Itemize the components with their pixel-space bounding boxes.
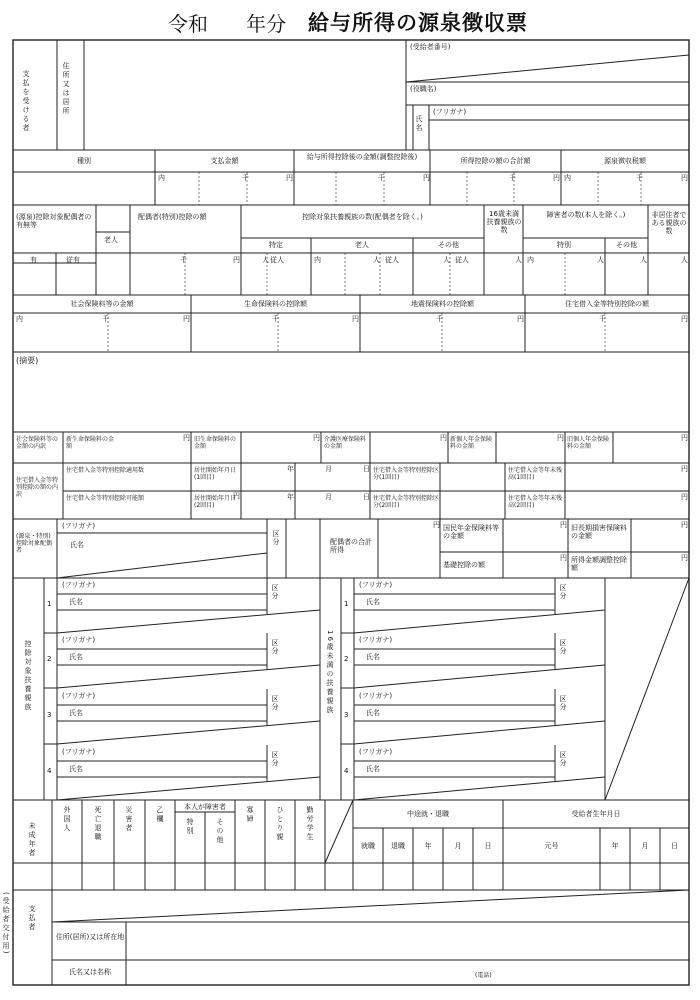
type-header: 種別 (77, 157, 91, 165)
national-pension-label: 国民年金保険料等の金額 (443, 524, 499, 541)
furigana-label: (フリガナ) (62, 522, 96, 530)
minor-header: 未成年者 (28, 822, 37, 858)
dependent-name-label: 氏名 (366, 765, 380, 773)
midyear-col-label: 退職 (391, 842, 405, 850)
spouse-name-label: 氏名 (70, 541, 84, 549)
unit-yen: 円 (560, 554, 567, 562)
dependent-name-label: 氏名 (69, 653, 83, 661)
unit-yen: 円 (681, 554, 688, 562)
new-pension-label: 新個人年金保険料の金額 (450, 436, 493, 450)
day-unit: 日 (363, 465, 370, 473)
unit-thousand: 千 (436, 315, 443, 323)
payment-amount-header: 支払金額 (210, 157, 239, 165)
dependent-kubun-label: 区分 (559, 751, 568, 767)
midyear-col-label: 月 (454, 842, 462, 850)
unit-yen: 円 (681, 315, 688, 323)
unit-yen: 円 (233, 492, 240, 500)
unit-yen: 円 (183, 434, 190, 442)
address-label: 住所又は居所 (62, 62, 71, 116)
month-unit: 月 (325, 493, 332, 501)
dependent-furigana-label: (フリガナ) (359, 692, 393, 700)
birth-col-label: 日 (671, 842, 678, 850)
unit-yen: 円 (352, 315, 359, 323)
dependent-furigana-label: (フリガナ) (62, 692, 96, 700)
single-parent-header: ひとり親 (276, 806, 285, 842)
unit-yen: 円 (560, 521, 567, 529)
specific-label: 特定 (269, 241, 283, 249)
position-label: (役職名) (410, 85, 437, 93)
self-disabled-header: 本人が障害者 (184, 803, 226, 811)
move-in-date-2-label: 居住開始年月日(2回目) (194, 495, 237, 509)
unit-yen: 円 (423, 174, 430, 182)
deduction-total-header: 所得控除の額の合計額 (460, 157, 531, 165)
dependent-name-label: 氏名 (69, 765, 83, 773)
dependents-label: 控除対象扶養親族 (24, 640, 33, 712)
unit-yen: 円 (517, 315, 524, 323)
person-unit: 人 (262, 256, 269, 264)
unit-yen: 円 (681, 174, 688, 182)
dependent-name-label: 氏名 (69, 598, 83, 606)
recipient-section-label: 支払を受ける者 (22, 70, 31, 133)
inner-mark: 内 (527, 256, 534, 264)
old-pension-label: 旧個人年金保険料の金額 (567, 436, 610, 450)
dependent-row-number: 3 (47, 711, 52, 719)
kubun-label: 区分 (272, 530, 281, 546)
phone-label: (電話) (475, 972, 492, 979)
unit-thousand: 千 (509, 174, 516, 182)
unit-thousand: 千 (599, 315, 606, 323)
spouse-deduction-label: 配偶者(特別)控除の額 (138, 213, 207, 221)
payer-address-label: 住所(居所)又は所在地 (55, 933, 125, 941)
old-life-label: 旧生命保険料の金額 (194, 436, 237, 450)
dependent-row-number: 1 (47, 600, 52, 608)
yes-label: 有 (30, 256, 37, 264)
disabled-other-label: その他 (216, 818, 225, 845)
midyear-col-label: 日 (484, 842, 492, 850)
recipient-copy-label: (受給者交付用) (2, 892, 11, 956)
income-adjust-label: 所得金額調整控除額 (571, 556, 627, 573)
social-detail-label: 社会保険料等の金額の内訳 (16, 436, 59, 450)
dependent-furigana-label: (フリガナ) (62, 748, 96, 756)
payer-label: 支払者 (28, 905, 37, 932)
dependent-kubun-label: 区分 (271, 751, 280, 767)
dependents-count-label: 控除対象扶養親族の数(配偶者を除く。) (302, 213, 423, 221)
unit-thousand: 千 (636, 174, 643, 182)
otsu-header: 乙欄 (156, 806, 165, 824)
disaster-header: 災害者 (125, 806, 134, 833)
person-unit: 人 (515, 256, 522, 264)
unit-thousand: 千 (102, 315, 109, 323)
unit-yen: 円 (681, 465, 688, 473)
dependent-row-number: 1 (344, 600, 349, 608)
income-after-deduction-header: 給与所得控除後の金額(調整控除後) (306, 153, 418, 161)
dependent-furigana-label: (フリガナ) (359, 636, 393, 644)
move-in-date-1-label: 居住開始年月日(1回目) (194, 467, 237, 481)
balance-2-label: 住宅借入金等年末残高(2回目) (508, 495, 563, 509)
under16-label: 16歳未満の扶養親族 (326, 630, 335, 715)
recipient-id-label: (受給者番号) (410, 43, 451, 51)
unit-thousand: 千 (242, 174, 249, 182)
dependent-furigana-label: (フリガナ) (359, 581, 393, 589)
year-unit: 年 (287, 465, 294, 473)
title-year-label: 令和 年分 (168, 12, 287, 36)
unit-yen: 円 (286, 174, 293, 182)
inner-mark: 内 (16, 315, 23, 323)
midyear-header: 中途就・退職 (407, 810, 449, 818)
unit-yen: 円 (681, 434, 688, 442)
person-unit: 人 (681, 256, 688, 264)
housing-type-1-label: 住宅借入金等特別控除区分(1回目) (373, 467, 440, 481)
withholding-tax-header: 源泉徴収税額 (604, 157, 646, 165)
dependent-kubun-label: 区分 (559, 584, 568, 600)
unit-yen: 円 (681, 493, 688, 501)
person-unit: 人 (443, 256, 450, 264)
housing-type-2-label: 住宅借入金等特別控除区分(2回目) (373, 495, 440, 509)
furigana-label: (フリガナ) (433, 108, 467, 116)
dependent-kubun-label: 区分 (271, 639, 280, 655)
other-label: その他 (616, 241, 637, 249)
dependent-furigana-label: (フリガナ) (62, 581, 96, 589)
new-life-label: 新生命保険料の金額 (66, 436, 115, 450)
unit-thousand: 千 (378, 174, 385, 182)
dependent-name-label: 氏名 (366, 598, 380, 606)
person-unit: 人 (373, 256, 380, 264)
birth-header: 受給者生年月日 (571, 810, 621, 818)
spouse-status-label: (源泉)控除対象配偶者の有無等 (16, 213, 92, 230)
person-unit: 人 (597, 256, 604, 264)
disabled-special-label: 特別 (186, 818, 195, 836)
balance-1-label: 住宅借入金等年末残高(1回目) (508, 467, 563, 481)
unit-yen: 円 (681, 521, 688, 529)
under16-count-label: 16歳未満扶養親族の数 (486, 210, 522, 235)
jukyo-person-unit: 従人 (385, 256, 399, 264)
inner-mark: 内 (564, 174, 571, 182)
unit-yen: 円 (233, 256, 240, 264)
unit-yen: 円 (440, 434, 447, 442)
dependent-name-label: 氏名 (366, 653, 380, 661)
midyear-col-label: 年 (424, 842, 432, 850)
day-unit: 日 (363, 493, 370, 501)
jukyo-label: 従有 (66, 256, 80, 264)
dependent-kubun-label: 区分 (271, 695, 280, 711)
special-label: 特別 (557, 241, 571, 249)
basic-deduction-label: 基礎控除の額 (443, 561, 485, 569)
dependent-name-label: 氏名 (366, 709, 380, 717)
widow-header: 寡婦 (246, 806, 255, 824)
month-unit: 月 (325, 465, 332, 473)
unit-thousand: 千 (180, 256, 187, 264)
birth-col-label: 月 (641, 842, 649, 850)
earthquake-insurance-header: 地震保険料の控除額 (411, 300, 474, 308)
jukyo-person-unit: 従人 (270, 256, 284, 264)
elderly-label: 老人 (355, 241, 369, 249)
dependent-row-number: 2 (344, 655, 349, 663)
dependent-kubun-label: 区分 (559, 695, 568, 711)
payer-name-label: 氏名又は名称 (69, 968, 111, 976)
social-insurance-header: 社会保険料等の金額 (70, 300, 134, 308)
dependent-name-label: 氏名 (69, 709, 83, 717)
inner-mark: 内 (314, 256, 321, 264)
dependent-row-number: 2 (47, 655, 52, 663)
spouse-label: (源泉・特別)控除対象配偶者 (16, 533, 53, 554)
unit-yen: 円 (313, 434, 320, 442)
life-insurance-header: 生命保険料の控除額 (244, 300, 307, 308)
midyear-col-label: 就職 (361, 842, 375, 850)
dependent-kubun-label: 区分 (271, 584, 280, 600)
remarks-label: (摘要) (16, 356, 39, 365)
dependent-row-number: 3 (344, 711, 349, 719)
care-label: 介護医療保険料の金額 (324, 436, 367, 450)
old-long-term-label: 旧長期損害保険料の金額 (571, 524, 627, 541)
other-label: その他 (438, 241, 459, 249)
spouse-income-label: 配偶者の合計所得 (330, 538, 372, 555)
form-title: 給与所得の源泉徴収票 (308, 11, 528, 35)
dependent-kubun-label: 区分 (559, 639, 568, 655)
unit-yen: 円 (433, 521, 440, 529)
jukyo-person-unit: 従人 (455, 256, 469, 264)
unit-thousand: 千 (272, 315, 279, 323)
inner-mark: 内 (158, 174, 165, 182)
housing-detail-label: 住宅借入金等特別控除の額の内訳 (16, 477, 59, 498)
unit-yen: 円 (183, 315, 190, 323)
person-unit: 人 (640, 256, 647, 264)
unit-yen: 円 (553, 174, 560, 182)
housing-loan-header: 住宅借入金等特別控除の額 (565, 300, 649, 308)
dependent-furigana-label: (フリガナ) (62, 636, 96, 644)
birth-col-label: 元号 (544, 842, 559, 850)
dependent-furigana-label: (フリガナ) (359, 748, 393, 756)
nonresident-count-label: 非居住者である親族の数 (651, 211, 687, 236)
name-label: 氏名 (415, 115, 424, 133)
housing-count-label: 住宅借入金等特別控除適用数 (66, 467, 145, 474)
year-unit: 年 (287, 493, 294, 501)
housing-possible-label: 住宅借入金等特別控除可能額 (66, 495, 145, 502)
student-header: 勤労学生 (306, 806, 315, 842)
unit-yen: 円 (557, 434, 564, 442)
disabled-count-label: 障害者の数(本人を除く。) (546, 211, 626, 219)
foreigner-header: 外国人 (63, 806, 72, 833)
birth-col-label: 年 (611, 842, 619, 850)
senior-label: 老人 (104, 236, 118, 244)
death-retire-header: 死亡退職 (94, 806, 103, 842)
dependent-row-number: 4 (47, 767, 52, 775)
dependent-row-number: 4 (344, 767, 349, 775)
